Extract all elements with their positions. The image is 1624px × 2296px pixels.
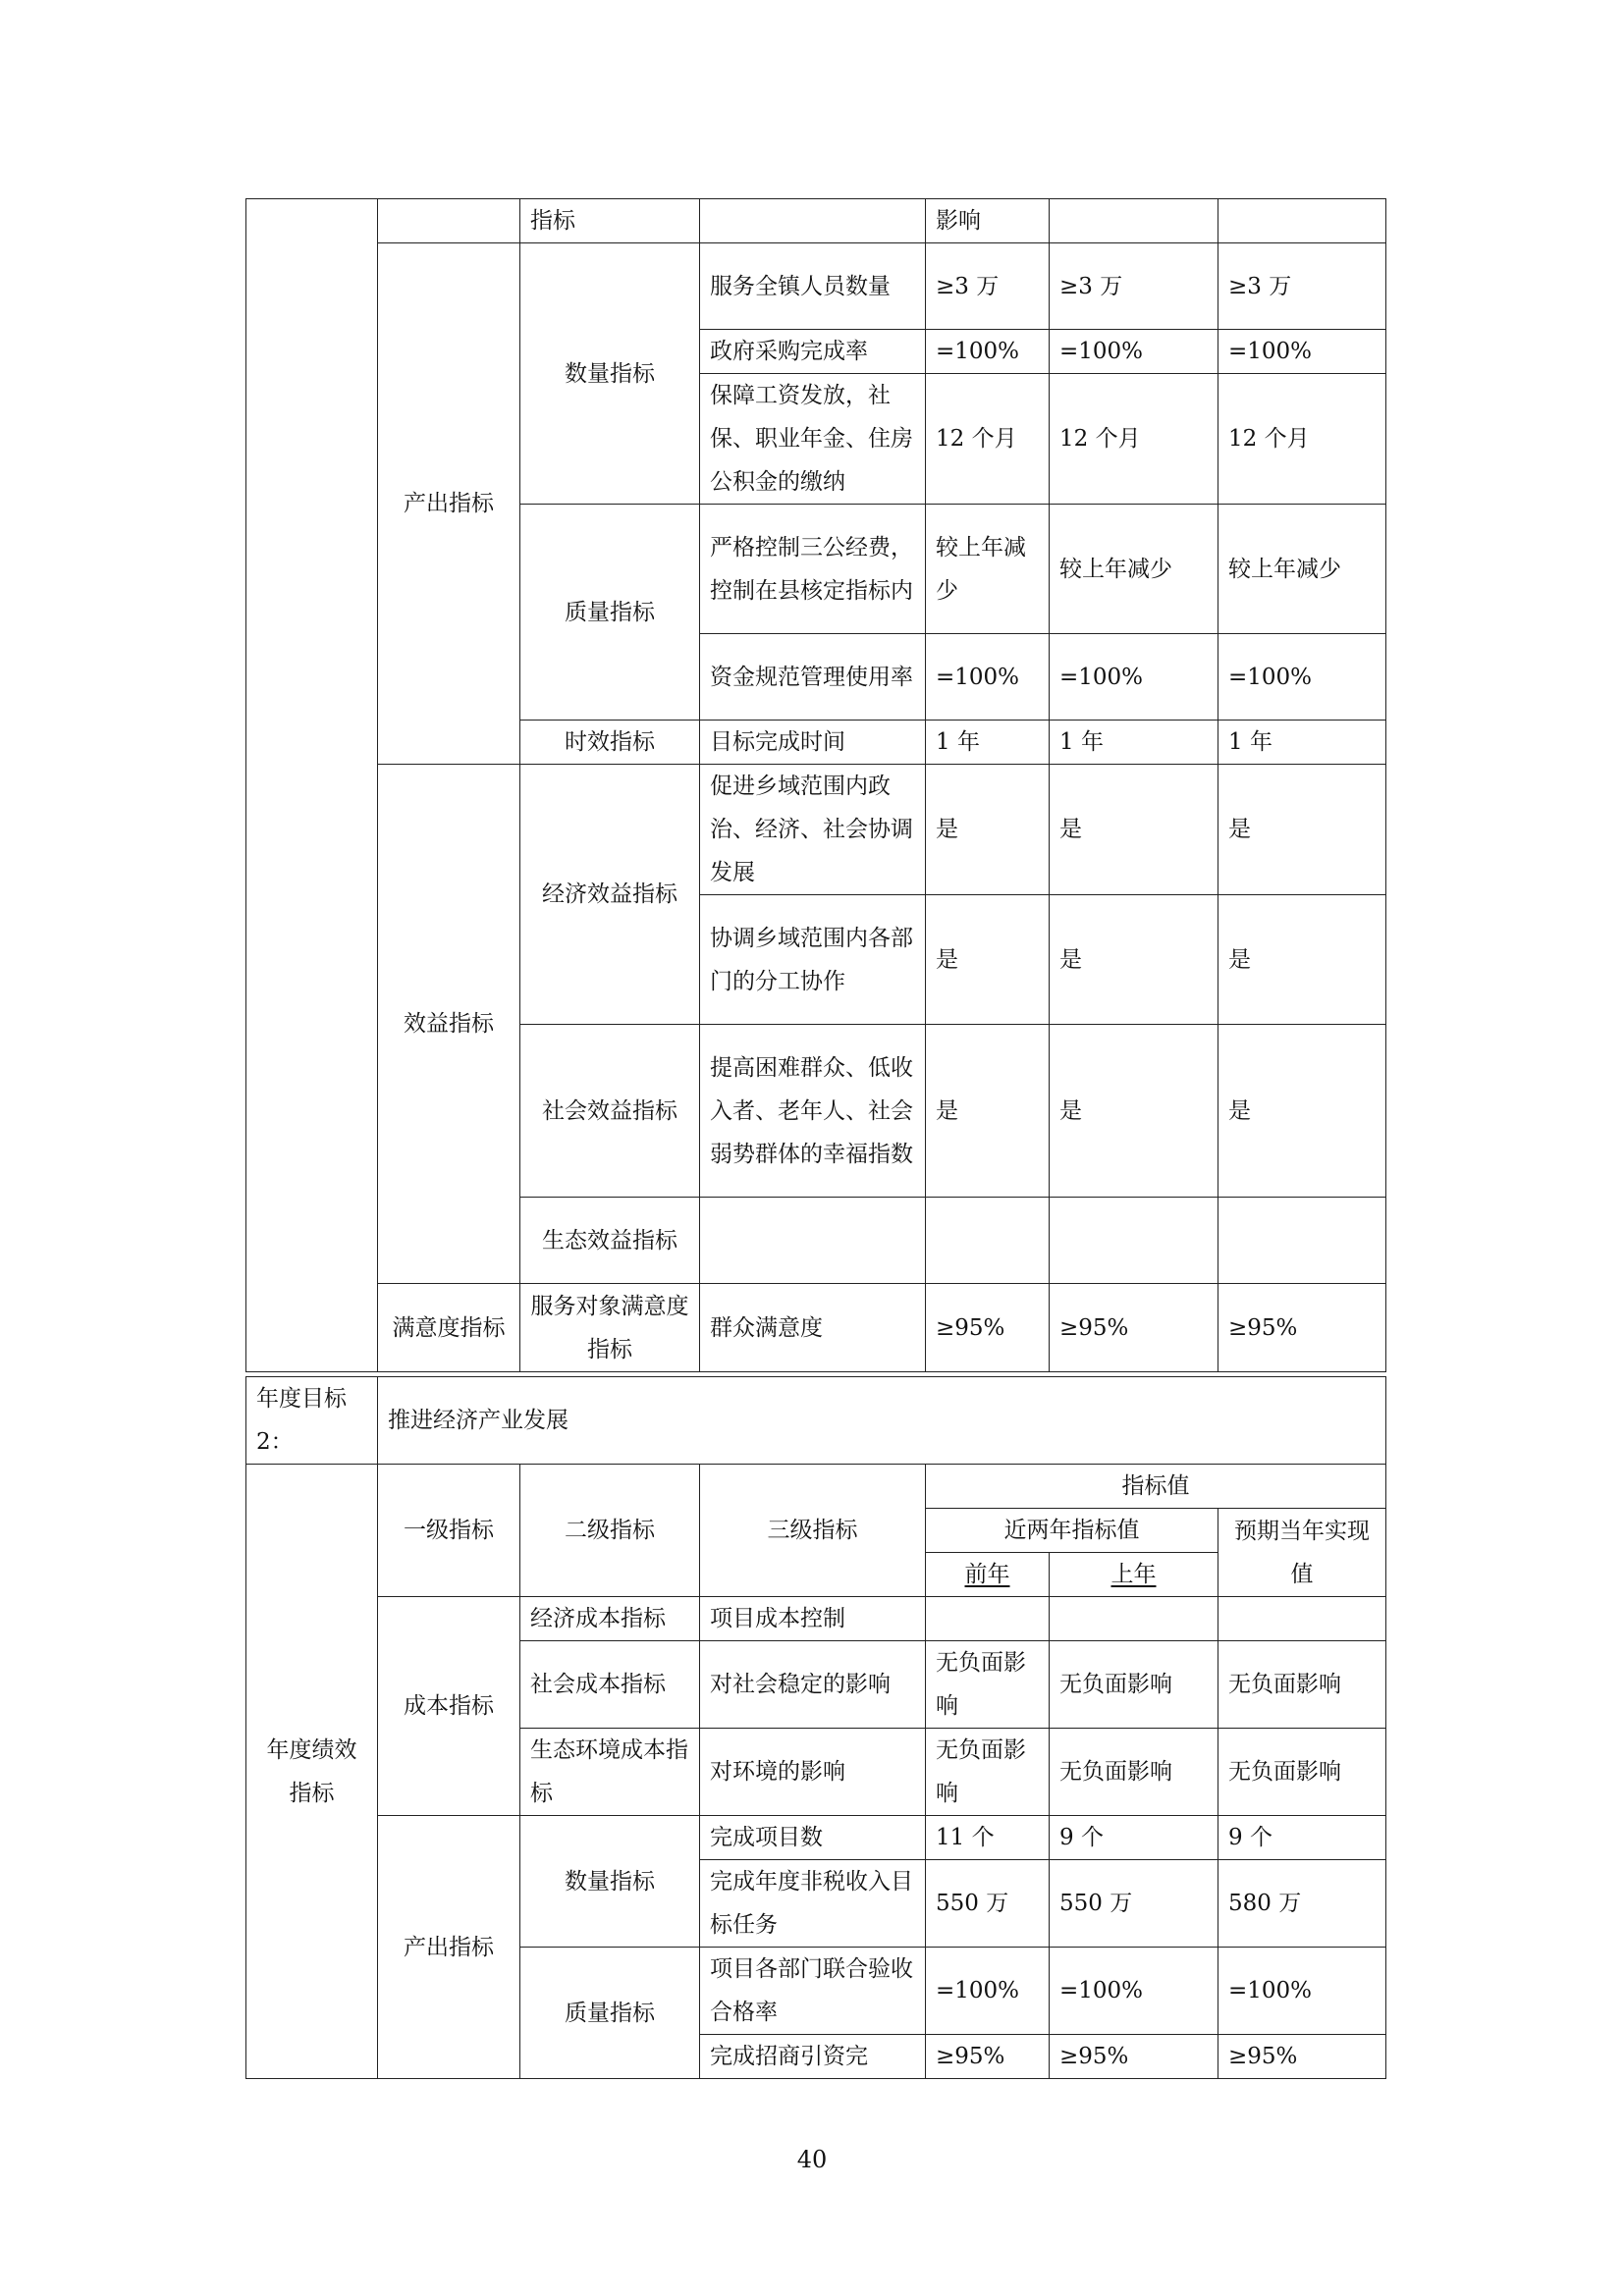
value-expected: 12 个月 [1218,374,1386,505]
indicator-name: 对环境的影响 [700,1729,926,1816]
value-expected: 是 [1218,1025,1386,1198]
value-expected: =100% [1218,330,1386,374]
table-row [246,1377,1386,1465]
value-expected: 是 [1218,765,1386,895]
value-prev: 550 万 [926,1860,1050,1948]
value-prev: ≥95% [926,1284,1050,1372]
level1-benefit: 效益指标 [378,765,520,1284]
level2-quality: 质量指标 [520,505,700,721]
header-l3: 三级指标 [700,1465,926,1597]
level2-social: 社会效益指标 [520,1025,700,1198]
level2-economic: 经济效益指标 [520,765,700,1025]
value-prev: =100% [926,1948,1050,2035]
level2-quantity: 数量指标 [520,243,700,505]
value-prev: ≥3 万 [926,243,1050,330]
performance-table [245,198,1386,1372]
value-last: 9 个 [1050,1816,1218,1860]
value-expected: =100% [1218,634,1386,721]
header-l2: 二级指标 [520,1465,700,1597]
value-last: ≥95% [1050,1284,1218,1372]
goal2-table [245,1376,1386,2079]
header-cell: 影响 [926,199,1050,243]
indicator-name: 群众满意度 [700,1284,926,1372]
table-row [246,1597,1386,1641]
table-row [246,243,1386,330]
value-last: 无负面影响 [1050,1729,1218,1816]
header-prev-label: 前年 [964,1562,1010,1587]
value-last: ≥95% [1050,2035,1218,2079]
level2-quantity: 数量指标 [520,1816,700,1948]
value-last: 是 [1050,765,1218,895]
goal2-label: 年度目标 2： [246,1377,378,1465]
indicator-name: 项目成本控制 [700,1597,926,1641]
header-l1: 一级指标 [378,1465,520,1597]
value-expected: ≥3 万 [1218,243,1386,330]
indicator-name: 完成项目数 [700,1816,926,1860]
blank-cell [1218,1198,1386,1284]
value-last: 550 万 [1050,1860,1218,1948]
value-prev: 是 [926,1025,1050,1198]
indicator-name: 项目各部门联合验收合格率 [700,1948,926,2035]
level2-satisfaction: 服务对象满意度指标 [520,1284,700,1372]
level1-satisfaction: 满意度指标 [378,1284,520,1372]
value-expected: 是 [1218,895,1386,1025]
table-row [246,1465,1386,1509]
value-last: =100% [1050,1948,1218,2035]
value-last: 是 [1050,1025,1218,1198]
value-prev: =100% [926,634,1050,721]
value-expected: 580 万 [1218,1860,1386,1948]
table-row [246,1284,1386,1372]
value-expected: 1 年 [1218,721,1386,765]
header-last-label: 上年 [1110,1562,1157,1587]
table-row [246,1816,1386,1860]
indicator-name: 对社会稳定的影响 [700,1641,926,1729]
level2-quality: 质量指标 [520,1948,700,2079]
value-prev: 较上年减少 [926,505,1050,634]
header-prev [926,1553,1050,1597]
indicator-name: 严格控制三公经费，控制在县核定指标内 [700,505,926,634]
page-number: 40 [796,2146,828,2173]
blank-cell [246,199,378,1372]
value-expected [1218,1597,1386,1641]
blank-cell [700,1198,926,1284]
header-indicator-value: 指标值 [926,1465,1386,1509]
value-prev: 11 个 [926,1816,1050,1860]
value-prev: 是 [926,895,1050,1025]
value-last: ≥3 万 [1050,243,1218,330]
indicator-name: 资金规范管理使用率 [700,634,926,721]
value-expected: 较上年减少 [1218,505,1386,634]
level1-cost: 成本指标 [378,1597,520,1816]
level2-timeliness: 时效指标 [520,721,700,765]
indicator-name: 促进乡域范围内政治、经济、社会协调发展 [700,765,926,895]
level1-output: 产出指标 [378,243,520,765]
header-cell: 指标 [520,199,700,243]
value-prev: 1 年 [926,721,1050,765]
value-expected: 无负面影响 [1218,1729,1386,1816]
value-expected: 9 个 [1218,1816,1386,1860]
value-prev: 12 个月 [926,374,1050,505]
indicator-name: 政府采购完成率 [700,330,926,374]
blank-cell [926,1198,1050,1284]
indicator-name: 协调乡域范围内各部门的分工协作 [700,895,926,1025]
level2-ecological: 生态效益指标 [520,1198,700,1284]
value-prev [926,1597,1050,1641]
value-last: 无负面影响 [1050,1641,1218,1729]
indicator-name: 提高困难群众、低收入者、老年人、社会弱势群体的幸福指数 [700,1025,926,1198]
blank-cell [1050,1198,1218,1284]
indicator-name: 保障工资发放，社保、职业年金、住房公积金的缴纳 [700,374,926,505]
value-prev: =100% [926,330,1050,374]
indicator-name: 完成招商引资完 [700,2035,926,2079]
level1-output: 产出指标 [378,1816,520,2079]
value-last: 较上年减少 [1050,505,1218,634]
value-prev: 无负面影响 [926,1729,1050,1816]
value-prev: 无负面影响 [926,1641,1050,1729]
blank-cell [1218,199,1386,243]
table-row [246,199,1386,243]
value-expected: =100% [1218,1948,1386,2035]
level2-cost: 生态环境成本指标 [520,1729,700,1816]
indicator-name: 完成年度非税收入目标任务 [700,1860,926,1948]
value-last: 是 [1050,895,1218,1025]
blank-cell [378,199,520,243]
value-last: =100% [1050,634,1218,721]
perf-label: 年度绩效指标 [246,1465,378,2079]
header-expected: 预期当年实现值 [1218,1509,1386,1597]
header-recent-two: 近两年指标值 [926,1509,1218,1553]
value-last: 1 年 [1050,721,1218,765]
value-prev: ≥95% [926,2035,1050,2079]
blank-cell [1050,199,1218,243]
value-expected: 无负面影响 [1218,1641,1386,1729]
value-expected: ≥95% [1218,2035,1386,2079]
level2-cost: 经济成本指标 [520,1597,700,1641]
value-prev: 是 [926,765,1050,895]
blank-cell [700,199,926,243]
header-last [1050,1553,1218,1597]
table-row [246,765,1386,895]
value-last [1050,1597,1218,1641]
value-last: =100% [1050,330,1218,374]
value-last: 12 个月 [1050,374,1218,505]
value-expected: ≥95% [1218,1284,1386,1372]
goal2-text: 推进经济产业发展 [378,1377,1386,1465]
indicator-name: 服务全镇人员数量 [700,243,926,330]
level2-cost: 社会成本指标 [520,1641,700,1729]
indicator-name: 目标完成时间 [700,721,926,765]
